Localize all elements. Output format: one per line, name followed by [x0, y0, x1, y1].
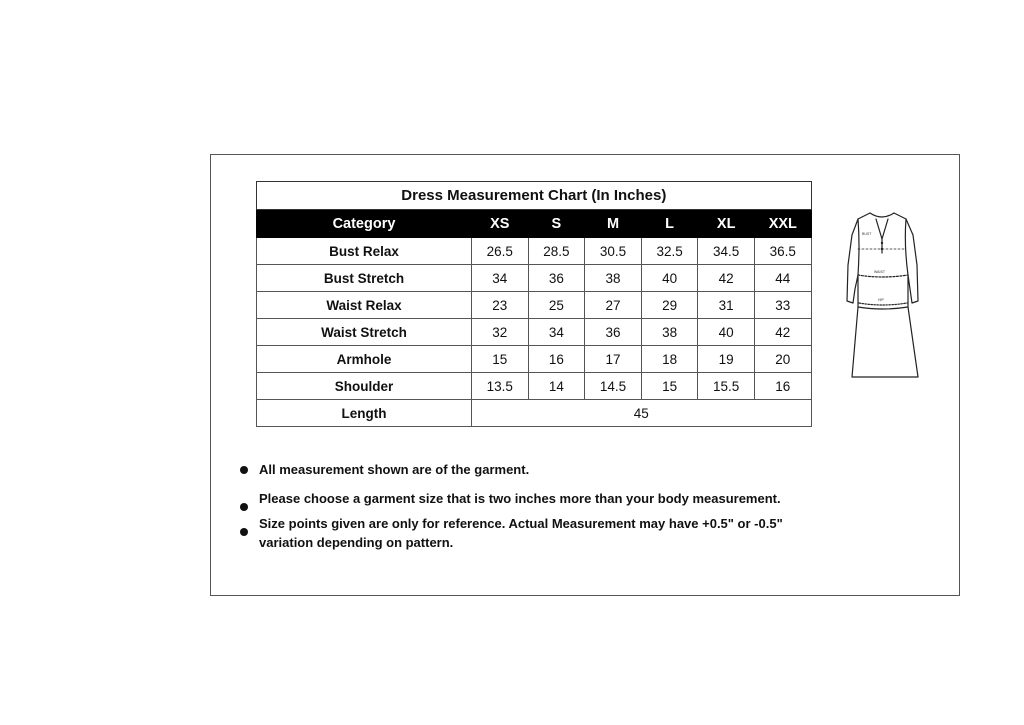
chart-title: Dress Measurement Chart (In Inches): [257, 182, 812, 210]
table-row: [257, 292, 812, 319]
table-cell: 23: [472, 292, 529, 319]
row-label: Bust Relax: [257, 238, 472, 265]
table-cell: 42: [698, 265, 755, 292]
table-row: [257, 400, 812, 427]
table-cell: 14.5: [585, 373, 642, 400]
row-label: Shoulder: [257, 373, 472, 400]
header-size: S: [528, 210, 585, 238]
note-text: Please choose a garment size that is two inches more than your body measurement.: [259, 491, 781, 506]
table-cell: 17: [585, 346, 642, 373]
table-row: [257, 373, 812, 400]
button-icon: [881, 248, 883, 250]
notes-list: [240, 460, 820, 558]
table-cell: 36: [585, 319, 642, 346]
table-cell: 14: [528, 373, 585, 400]
table-row: [257, 346, 812, 373]
table-cell: 13.5: [472, 373, 529, 400]
table-cell: 25: [528, 292, 585, 319]
table-cell: 40: [641, 265, 698, 292]
table-cell: 38: [641, 319, 698, 346]
table-cell: 34: [472, 265, 529, 292]
row-label: Bust Stretch: [257, 265, 472, 292]
table-row: [257, 265, 812, 292]
header-size: M: [585, 210, 642, 238]
table-cell: 28.5: [528, 238, 585, 265]
dress-label-bust: BUST: [862, 232, 872, 236]
table-cell: 16: [528, 346, 585, 373]
table-cell: 34: [528, 319, 585, 346]
table-cell: 26.5: [472, 238, 529, 265]
bullet-icon: [240, 466, 248, 474]
measurement-table: [256, 181, 812, 427]
table-cell: 42: [754, 319, 811, 346]
table-cell: 34.5: [698, 238, 755, 265]
table-cell: 32: [472, 319, 529, 346]
table-cell: 16: [754, 373, 811, 400]
header-size: L: [641, 210, 698, 238]
table-cell: 15.5: [698, 373, 755, 400]
list-item: [240, 489, 820, 508]
table-cell: 18: [641, 346, 698, 373]
table-row: [257, 319, 812, 346]
table-cell: 15: [641, 373, 698, 400]
row-label: Length: [257, 400, 472, 427]
table-cell: 45: [472, 400, 812, 427]
table-cell: 38: [585, 265, 642, 292]
table-cell: 20: [754, 346, 811, 373]
table-cell: 27: [585, 292, 642, 319]
dress-label-waist: WAIST: [874, 270, 885, 274]
bullet-icon: [240, 528, 248, 536]
note-text: All measurement shown are of the garment.: [259, 462, 530, 477]
list-item: [240, 460, 820, 479]
header-size: XS: [472, 210, 529, 238]
table-cell: 32.5: [641, 238, 698, 265]
header-size: XXL: [754, 210, 811, 238]
table-cell: 33: [754, 292, 811, 319]
button-icon: [881, 242, 883, 244]
table-cell: 36: [528, 265, 585, 292]
header-row: [257, 210, 812, 238]
list-item: [240, 514, 820, 552]
row-label: Armhole: [257, 346, 472, 373]
table-cell: 36.5: [754, 238, 811, 265]
table-cell: 19: [698, 346, 755, 373]
table-cell: 29: [641, 292, 698, 319]
note-text: Size points given are only for reference. Actual Measurement may have +0.5" or -0.5" variation depending on pattern.: [259, 516, 783, 550]
table-cell: 31: [698, 292, 755, 319]
table-cell: 40: [698, 319, 755, 346]
table-cell: 30.5: [585, 238, 642, 265]
row-label: Waist Relax: [257, 292, 472, 319]
header-category: Category: [257, 210, 472, 238]
dress-illustration: [838, 205, 926, 385]
header-size: XL: [698, 210, 755, 238]
dress-label-hip: HIP: [878, 298, 884, 302]
table-row: [257, 238, 812, 265]
table-cell: 15: [472, 346, 529, 373]
bullet-icon: [240, 503, 248, 511]
row-label: Waist Stretch: [257, 319, 472, 346]
table-cell: 44: [754, 265, 811, 292]
